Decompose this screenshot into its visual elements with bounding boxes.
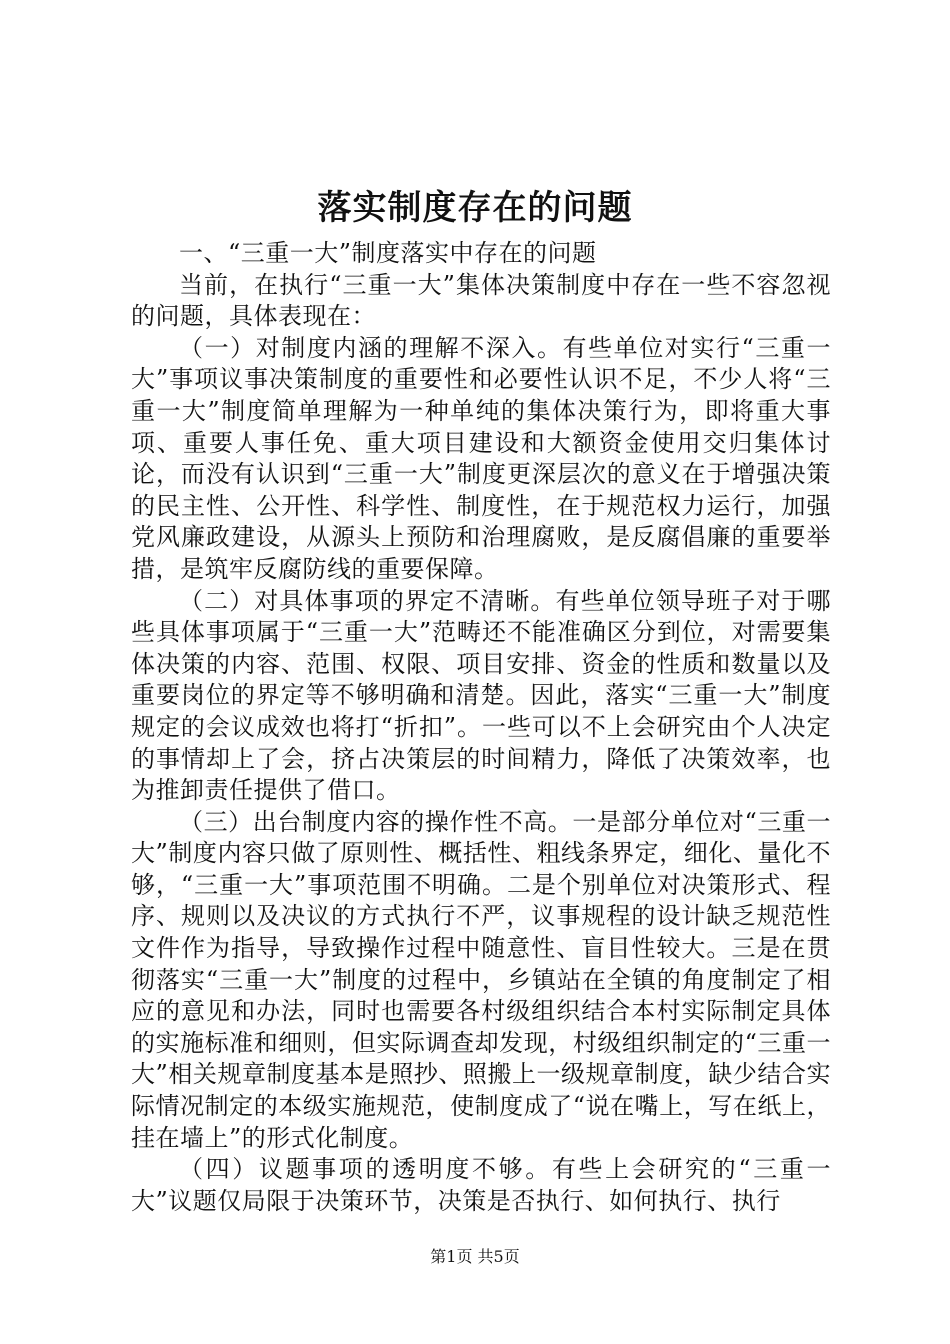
document-title: 落实制度存在的问题 <box>317 188 633 228</box>
paragraph-item-4: （四）议题事项的透明度不够。有些上会研究的“三重一大”议题仅局限于决策环节，决策是否执行、如何执行、执行 <box>131 1155 831 1215</box>
page-number-footer: 第1页 共5页 <box>430 1247 520 1266</box>
section-heading: 一、“三重一大”制度落实中存在的问题 <box>179 239 597 267</box>
paragraph-intro: 当前，在执行“三重一大”集体决策制度中存在一些不容忽视的问题，具体表现在： <box>131 270 831 331</box>
document-body <box>131 238 831 1217</box>
paragraph-item-3: （三）出台制度内容的操作性不高。一是部分单位对“三重一大”制度内容只做了原则性、概括性、粗线条界定，细化、量化不够，“三重一大”事项范围不明确。二是个别单位对决策形式、程序、规则以及决议的方式执行不严，议事规程的设计缺乏规范性文件作为指导，导致操作过程中随意性、盲目性较大。三是在贯彻落实“三重一大”制度的过程中，乡镇站在全镇的角度制定了相应的意见和办法，同时也需要各村级组织结合本村实际制定具体的实施标准和细则，但实际调查却发现，村级组织制定的“三重一大”相关规章制度基本是照抄、照搬上一级规章制度，缺少结合实际情况制定的本级实施规范，使制度成了“说在嘴上，写在纸上，挂在墙上”的形式化制度。 <box>131 807 831 1152</box>
paragraph-item-1: （一）对制度内涵的理解不深入。有些单位对实行“三重一大”事项议事决策制度的重要性和必要性认识不足，不少人将“三重一大”制度简单理解为一种单纯的集体决策行为，即将重大事项、重要人事任免、重大项目建设和大额资金使用交归集体讨论，而没有认识到“三重一大”制度更深层次的意义在于增强决策的民主性、公开性、科学性、制度性，在于规范权力运行，加强党风廉政建设，从源头上预防和治理腐败，是反腐倡廉的重要举措，是筑牢反腐防线的重要保障。 <box>131 333 831 583</box>
paragraph-item-2: （二）对具体事项的界定不清晰。有些单位领导班子对于哪些具体事项属于“三重一大”范畴还不能准确区分到位，对需要集体决策的内容、范围、权限、项目安排、资金的性质和数量以及重要岗位的界定等不够明确和清楚。因此，落实“三重一大”制度规定的会议成效也将打“折扣”。一些可以不上会研究由个人决定的事情却上了会，挤占决策层的时间精力，降低了决策效率，也为推卸责任提供了借口。 <box>131 586 831 805</box>
